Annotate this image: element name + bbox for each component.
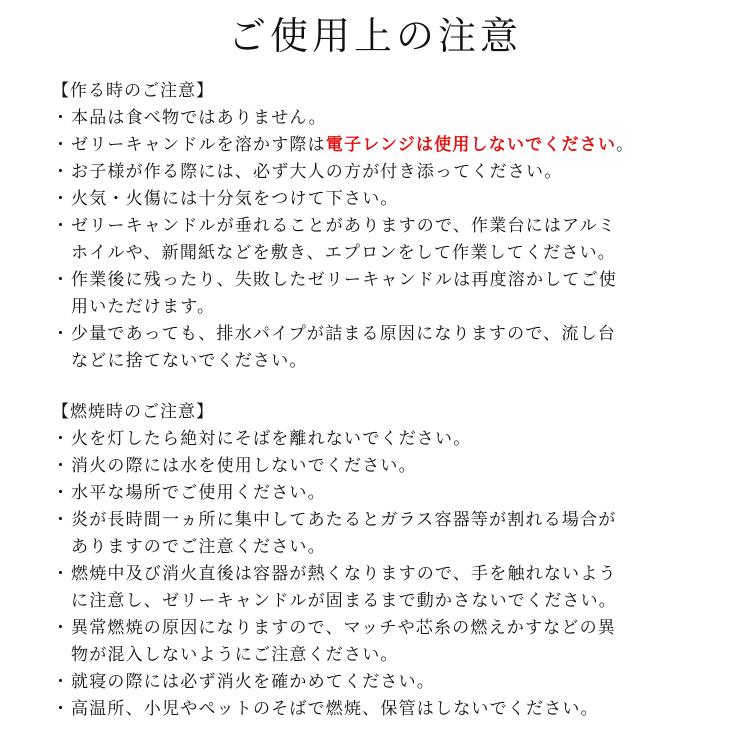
bullet-dot-icon: ・ (52, 270, 71, 290)
burning-notes-heading: 【燃焼時のご注意】 (52, 402, 214, 422)
making-note-remelt (52, 267, 732, 321)
bullet-dot-icon: ・ (52, 108, 71, 128)
making-note-drain-pipe (52, 321, 732, 375)
note-line: に注意し、ゼリーキャンドルが固まるまで動かさないでください。 (71, 591, 617, 611)
note-line: 水平な場所でご使用ください。 (71, 483, 326, 503)
page-title: ご使用上の注意 (227, 14, 522, 58)
note-line: 異常燃焼の原因になりますので、マッチや芯糸の燃えかすなどの異 (71, 618, 616, 638)
note-line: 高温所、小児やペットのそばで燃焼、保管はしないでください。 (71, 699, 599, 719)
note-line: 本品は食べ物ではありません。 (71, 108, 327, 128)
microwave-warning-emphasis: 電子レンジは使用しないでください (325, 135, 617, 155)
bullet-dot-icon: ・ (52, 618, 71, 638)
burning-note-level-surface (52, 480, 732, 507)
burning-notes-list (52, 426, 732, 723)
making-note-not-food (52, 105, 732, 132)
note-line: 炎が長時間一ヵ所に集中してあたるとガラス容器等が割れる場合が (71, 510, 617, 530)
burning-notes-section (52, 399, 732, 723)
burning-note-no-water (52, 453, 732, 480)
bullet-dot-icon: ・ (52, 429, 71, 449)
bullet-dot-icon: ・ (52, 189, 71, 209)
bullet-dot-icon: ・ (52, 672, 71, 692)
note-line: 物が混入しないようにご注意ください。 (71, 645, 399, 665)
note-line: などに捨てないでください。 (71, 351, 308, 371)
bullet-dot-icon: ・ (52, 162, 71, 182)
burning-note-stay-near (52, 426, 732, 453)
making-notes-heading: 【作る時のご注意】 (52, 81, 214, 101)
note-line: 用いただけます。 (71, 297, 216, 317)
note-line: 作業後に残ったり、失敗したゼリーキャンドルは再度溶かしてご使 (71, 270, 617, 290)
burning-note-foreign-matter (52, 615, 732, 669)
burning-note-extinguish-before-sleep (52, 669, 732, 696)
making-note-adult-supervision (52, 159, 732, 186)
making-note-fire-burns (52, 186, 732, 213)
note-line: 燃焼中及び消火直後は容器が熱くなりますので、手を触れないよう (71, 564, 617, 584)
bullet-dot-icon: ・ (52, 564, 71, 584)
note-line: ゼリーキャンドルが垂れることがありますので、作業台にはアルミ (71, 216, 616, 236)
bullet-dot-icon: ・ (52, 510, 71, 530)
burning-note-storage-location (52, 696, 732, 723)
bullet-dot-icon: ・ (52, 456, 71, 476)
bullet-dot-icon: ・ (52, 699, 71, 719)
note-text-end: 。 (616, 135, 635, 155)
bullet-dot-icon: ・ (52, 483, 71, 503)
note-line (71, 132, 732, 159)
note-line: お子様が作る際には、必ず大人の方が付き添ってください。 (71, 162, 563, 182)
note-line: 火を灯したら絶対にそばを離れないでください。 (71, 429, 472, 449)
making-notes-list (52, 105, 732, 375)
note-line: 火気・火傷には十分気をつけて下さい。 (71, 189, 399, 209)
note-line: 消火の際には水を使用しないでください。 (71, 456, 417, 476)
bullet-dot-icon: ・ (52, 216, 71, 236)
burning-note-hot-container (52, 561, 732, 615)
making-note-drips (52, 213, 732, 267)
bullet-dot-icon: ・ (52, 324, 71, 344)
bullet-dot-icon: ・ (52, 135, 71, 155)
note-line: ホイルや、新聞紙などを敷き、エプロンをして作業してください。 (71, 243, 616, 263)
note-line: ありますのでご注意ください。 (71, 537, 326, 557)
burning-note-glass-crack (52, 507, 732, 561)
note-line: 就寝の際には必ず消火を確かめてください。 (71, 672, 435, 692)
making-note-no-microwave (52, 132, 732, 159)
making-notes-section (52, 78, 732, 375)
note-line: 少量であっても、排水パイプが詰まる原因になりますので、流し台 (71, 324, 616, 344)
note-text: ゼリーキャンドルを溶かす際は (71, 135, 326, 155)
